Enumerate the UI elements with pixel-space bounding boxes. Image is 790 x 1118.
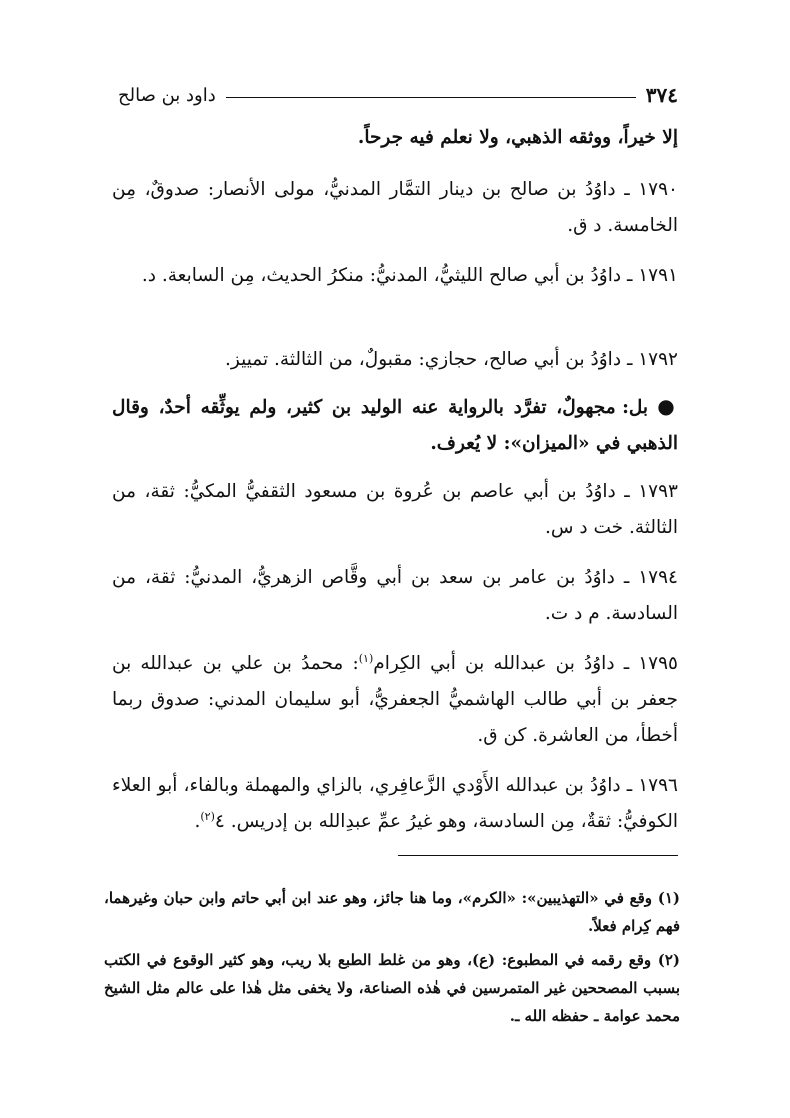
entry-1793: ١٧٩٣ ـ داوُدُ بن أبي عاصم بن عُروة بن مسعود الثقفيُّ المكيُّ: ثقة، من الثالثة. خت د س.: [112, 481, 678, 538]
entry-1791: ١٧٩١ ـ داوُدُ بن أبي صالح الليثيُّ، المدنيُّ: منكرُ الحديث، مِن السابعة. د.: [141, 265, 678, 286]
entry-1790: ١٧٩٠ ـ داوُدُ بن صالح بن دينار التمَّار المدنيُّ، مولى الأنصار: صدوقٌ، مِن الخامسة. د ق.: [112, 179, 678, 236]
editor-note: ● بل: مجهولٌ، تفرَّد بالرواية عنه الوليد بن كثير، ولم يوثِّقه أحدٌ، وقال الذهبي في «الميزان»: لا يُعرف.: [112, 394, 678, 454]
bullet-icon: ●: [657, 394, 678, 418]
entry-1796: ١٧٩٦ ـ داوُدُ بن عبدالله الأَوْدي الزَّعافِري، بالزاي والمهملة وبالفاء، أبو العلاء الكوفيُّ: ثقةٌ، مِن السادسة، وهو غيرُ عمِّ عبدِالله بن إدريس. ٤$^{(٢)}$.: [112, 775, 678, 832]
entry-continuation: إلا خيراً، ووثقه الذهبي، ولا نعلم فيه جرحاً.: [357, 127, 678, 148]
footnote-ref-2: (٢): [200, 809, 215, 823]
entry-1794: ١٧٩٤ ـ داوُدُ بن عامر بن سعد بن أبي وقَّاص الزهريُّ، المدنيُّ: ثقة، من السادسة. م د ت.: [112, 567, 678, 624]
entry-1795: ١٧٩٥ ـ داوُدُ بن عبدالله بن أبي الكِرام$^{(١)}$: محمدُ بن علي بن عبدالله بن جعفر بن أبي طالب الهاشميُّ الجعفريُّ، أبو سليمان المدني: صدوق ربما أخطأ، من العاشرة. كن ق.: [112, 651, 678, 746]
page-number: ٣٧٤: [645, 83, 678, 107]
footnote-1: (١) وقع في «التهذيبين»: «الكرم»، وما هنا جائز، وهو عند ابن أبي حاتم وابن حبان وغيرهما، فهم كِرام فعلاً.: [104, 889, 680, 935]
running-title: داود بن صالح: [118, 84, 216, 106]
footnote-separator: [398, 855, 678, 856]
page-header: [118, 80, 678, 110]
footnote-ref-1: (١): [358, 651, 374, 665]
header-rule: [226, 97, 636, 98]
entry-1792: ١٧٩٢ ـ داوُدُ بن أبي صالح، حجازي: مقبولٌ، من الثالثة. تمييز.: [225, 349, 678, 370]
footnote-2: (٢) وقع رقمه في المطبوع: (ع)، وهو من غلط الطبع بلا ريب، وهو كثير الوقوع في الكتب بسبب المصححين غير المتمرسين في هٰذه الصناعة، ولا يخفى مثل هٰذا على عالم مثل الشيخ محمد عوامة ـ حفظه الله ـ.: [104, 951, 680, 1025]
